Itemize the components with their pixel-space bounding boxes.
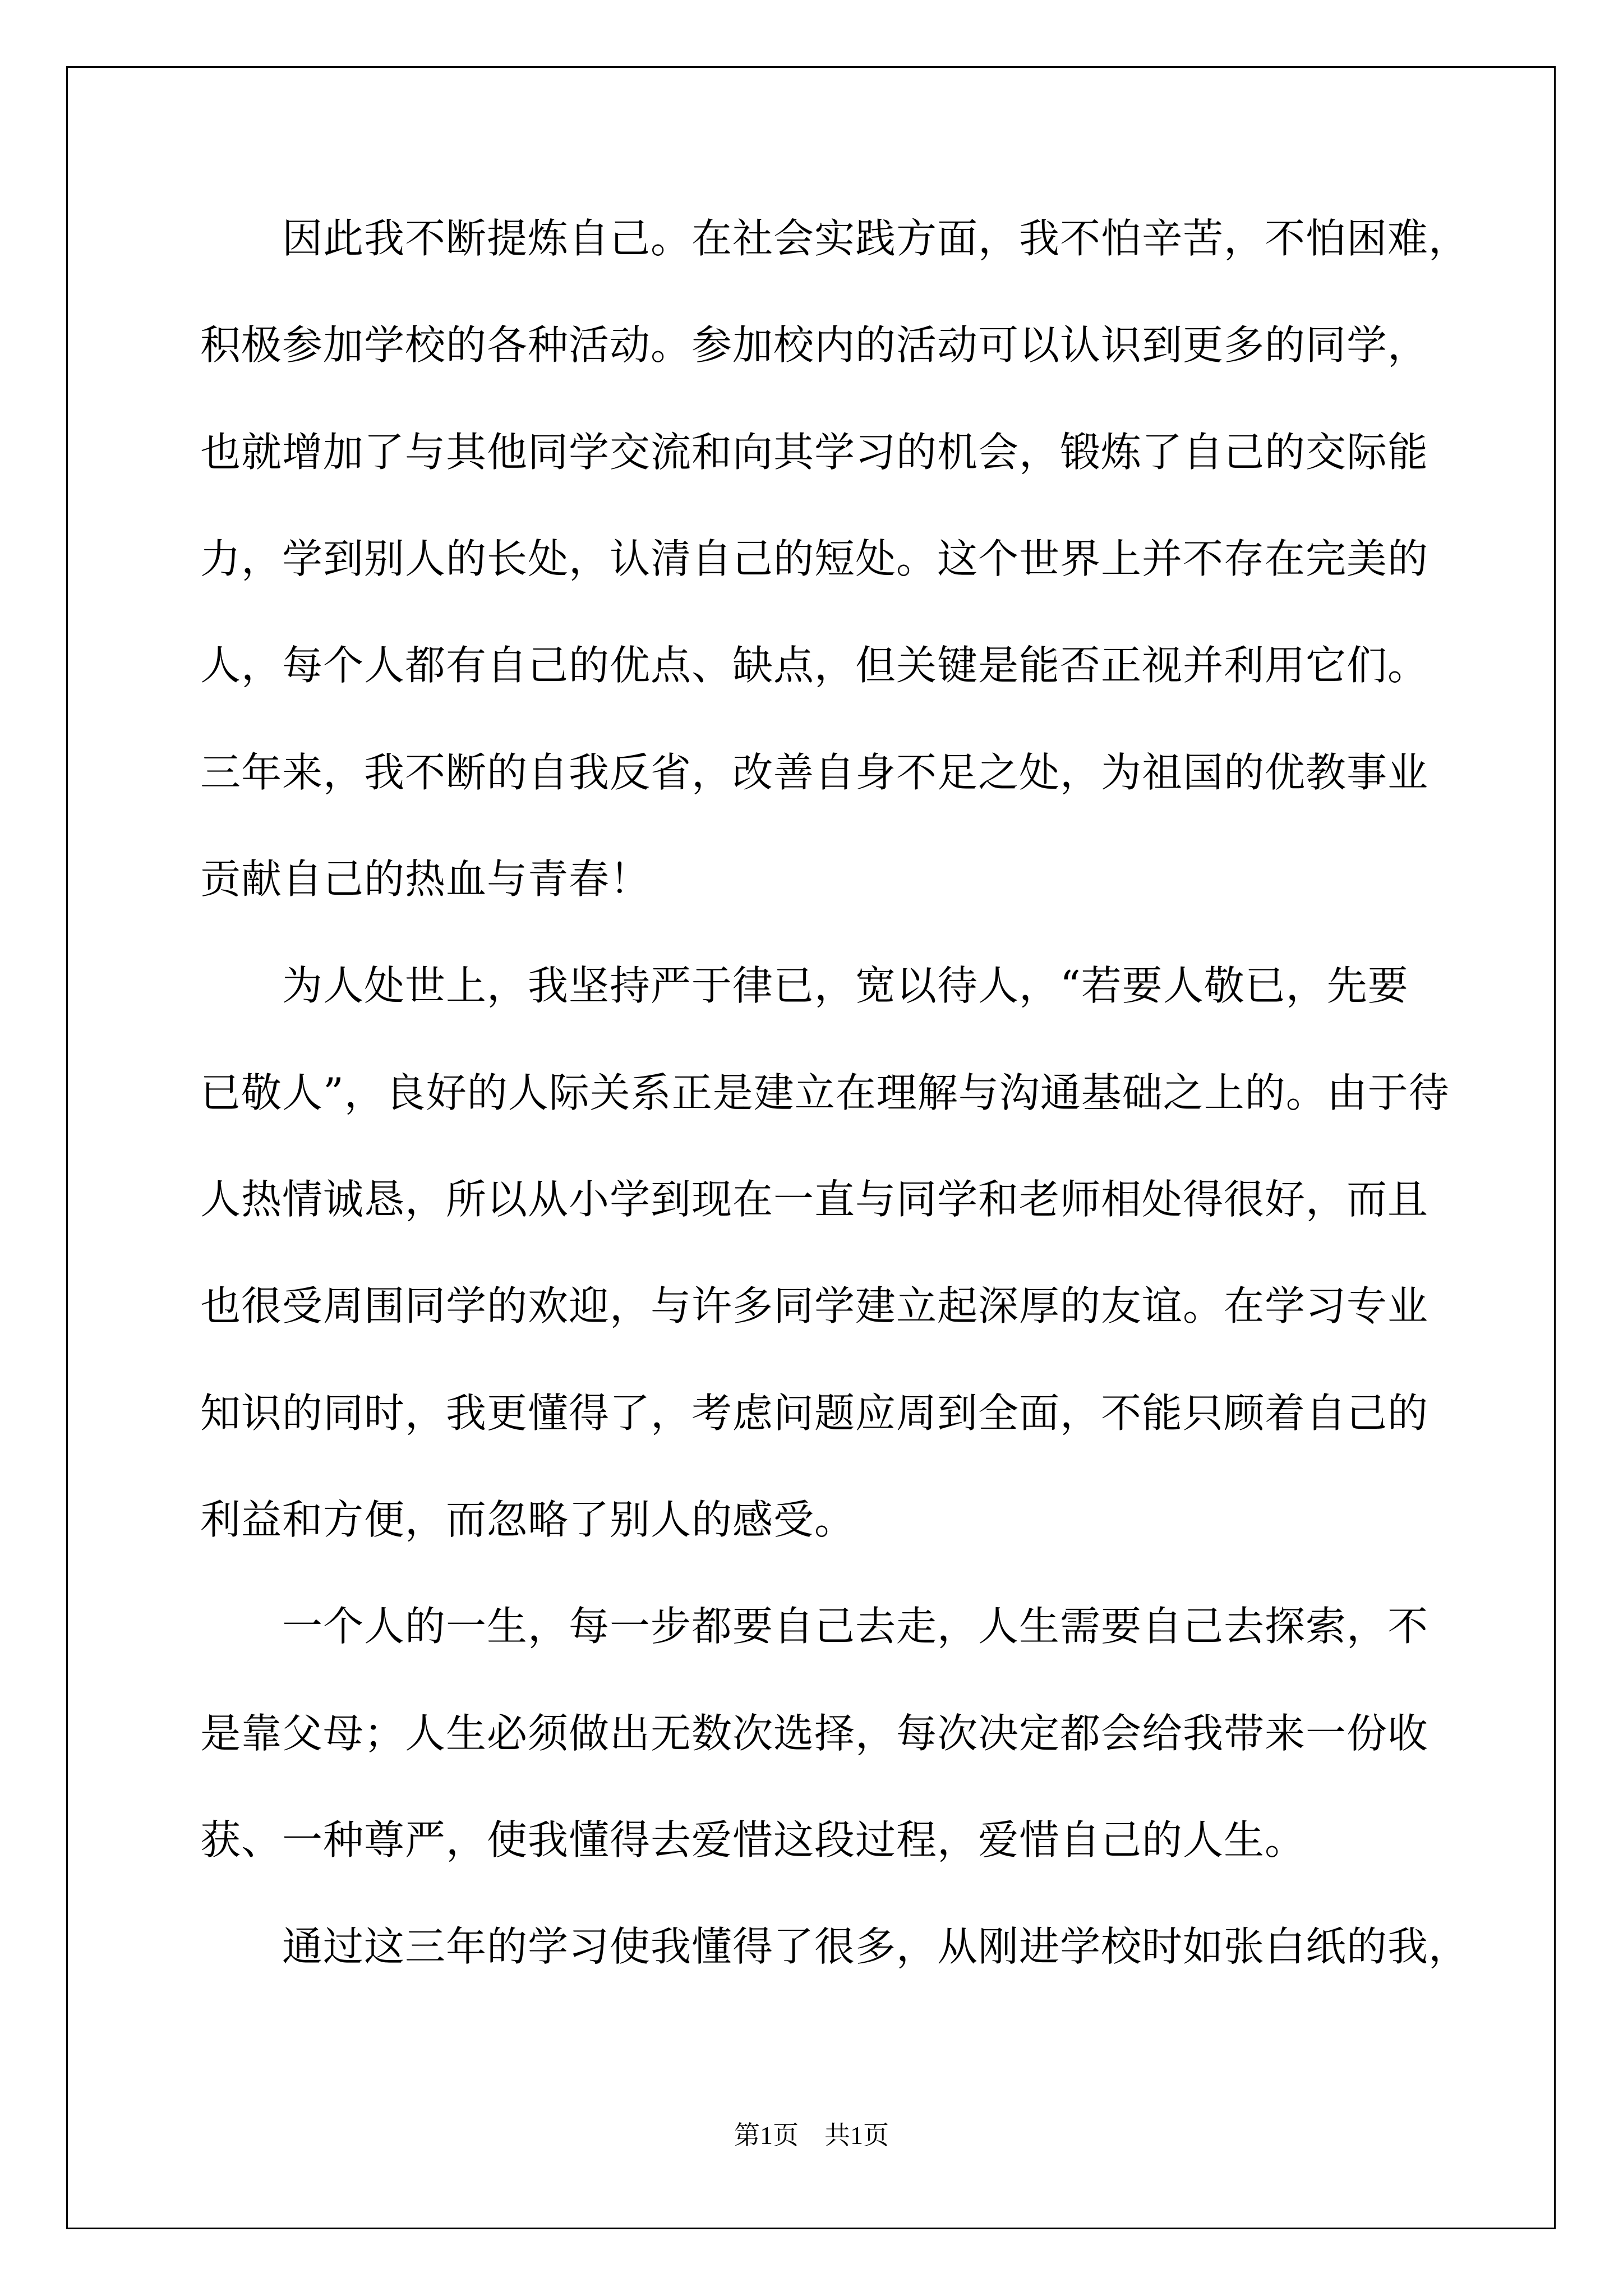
text-line: 也很受周围同学的欢迎，与许多同学建立起深厚的友谊。在学习专业	[200, 1282, 1429, 1329]
text-line: 一个人的一生，每一步都要自己去走，人生需要自己去探索，不	[282, 1603, 1429, 1650]
text-line: 为人处世上，我坚持严于律已，宽以待人，“若要人敬已，先要	[282, 962, 1409, 1009]
text-line: 是靠父母；人生必须做出无数次选择，每次决定都会给我带来一份收	[200, 1710, 1429, 1757]
text-line: 也就增加了与其他同学交流和向其学习的机会，锻炼了自己的交际能	[200, 429, 1429, 476]
page-number-current: 第1页	[734, 2121, 799, 2150]
text-line: 利益和方便，而忽略了别人的感受。	[200, 1496, 856, 1543]
text-line: 因此我不断提炼自己。在社会实践方面，我不怕辛苦，不怕困难，	[282, 215, 1470, 262]
text-line: 贡献自己的热血与青春！	[200, 855, 651, 903]
text-line: 三年来，我不断的自我反省，改善自身不足之处，为祖国的优教事业	[200, 749, 1429, 796]
text-line: 已敬人”，良好的人际关系正是建立在理解与沟通基础之上的。由于待	[200, 1069, 1450, 1116]
text-line: 人热情诚恳，所以从小学到现在一直与同学和老师相处得很好，而且	[200, 1176, 1429, 1223]
text-line: 通过这三年的学习使我懂得了很多，从刚进学校时如张白纸的我，	[282, 1923, 1470, 1970]
text-line: 人，每个人都有自己的优点、缺点，但关键是能否正视并利用它们。	[200, 642, 1429, 689]
text-line: 知识的同时，我更懂得了，考虑问题应周到全面，不能只顾着自己的	[200, 1389, 1429, 1437]
page-footer	[0, 2115, 1623, 2152]
text-line: 获、一种尊严，使我懂得去爱惜这段过程，爱惜自己的人生。	[200, 1816, 1306, 1864]
page-border	[66, 66, 1556, 2229]
text-line: 力，学到别人的长处，认清自己的短处。这个世界上并不存在完美的	[200, 535, 1429, 582]
page-number-total: 共1页	[824, 2121, 889, 2150]
text-line: 积极参加学校的各种活动。参加校内的活动可以认识到更多的同学，	[200, 321, 1429, 369]
